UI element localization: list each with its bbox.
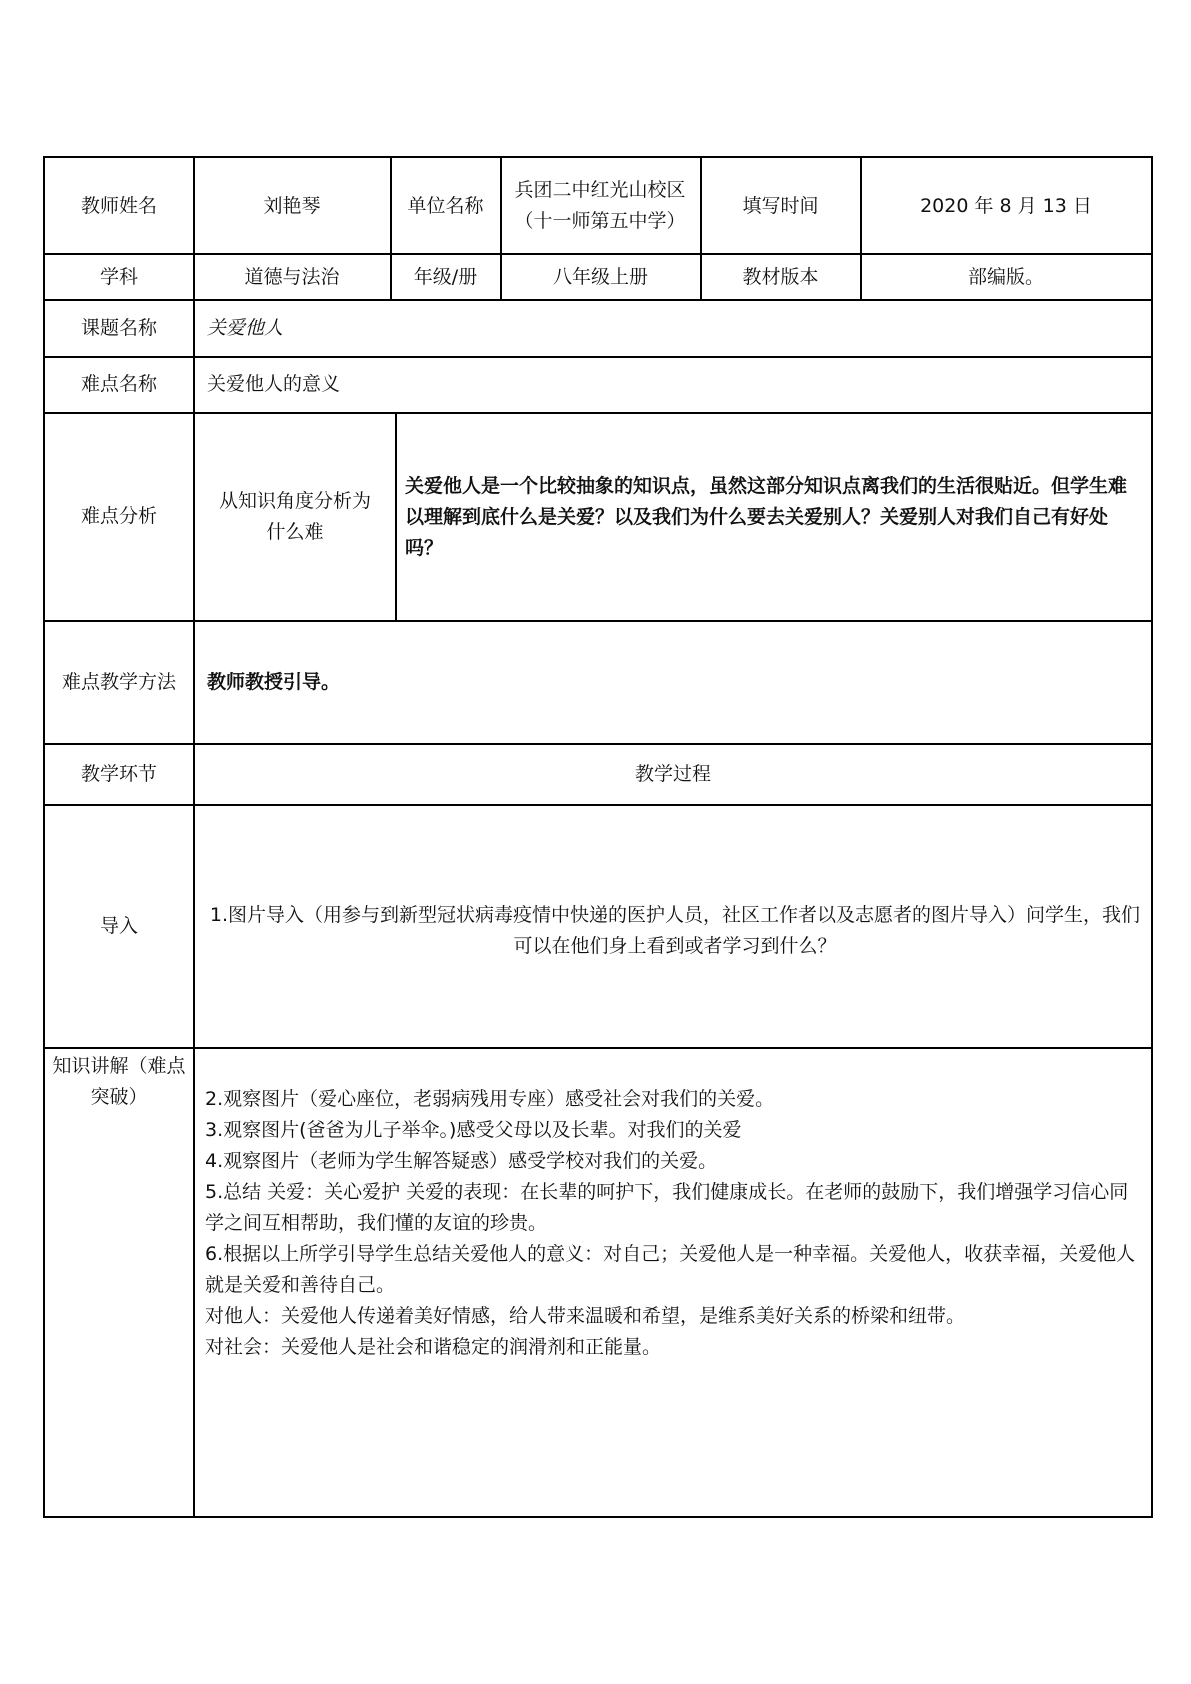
teaching-stage-header: 教学环节 <box>80 762 157 785</box>
fill-time-label: 填写时间 <box>742 194 819 217</box>
knowledge-line: 对他人：关爱他人传递着美好情感，给人带来温暖和希望，是维系美好关系的桥梁和纽带。 <box>205 1305 966 1327</box>
grade-label: 年级/册 <box>413 265 478 288</box>
knowledge-content <box>205 1084 1145 1363</box>
subject-label: 学科 <box>99 265 138 288</box>
row-divider <box>43 804 1153 806</box>
lead-in-text: 1.图片导入（用参与到新型冠状病毒疫情中快递的医护人员，社区工作者以及志愿者的图片导入）问学生，我们可以在他们身上看到或者学习到什么？ <box>209 904 1141 957</box>
difficulty-analysis-label: 难点分析 <box>80 505 157 527</box>
teacher-name-label: 教师姓名 <box>80 194 157 217</box>
unit-name-value: 兵团二中红光山校区（十一师第五中学） <box>514 179 686 232</box>
knowledge-line: 对社会：关爱他人是社会和谐稳定的润滑剂和正能量。 <box>205 1336 662 1358</box>
row-divider <box>43 1047 1153 1049</box>
fill-time-value: 2020 年 8 月 13 日 <box>920 194 1092 217</box>
knowledge-line: 5.总结 关爱：关心爱护 关爱的表现：在长辈的呵护下，我们健康成长。在老师的鼓励下，我们增强学习信心同学之间互相帮助，我们懂的友谊的珍贵。 <box>205 1181 1129 1234</box>
unit-name-label: 单位名称 <box>407 194 484 217</box>
teaching-process-header: 教学过程 <box>634 762 711 785</box>
knowledge-line: 3.观察图片(爸爸为儿子举伞。)感受父母以及长辈。对我们的关爱 <box>205 1119 742 1141</box>
knowledge-line: 6.根据以上所学引导学生总结关爱他人的意义：对自己；关爱他人是一种幸福。关爱他人，收获幸福，关爱他人就是关爱和善待自己。 <box>205 1243 1136 1296</box>
knowledge-label: 知识讲解（难点突破） <box>52 1055 186 1108</box>
subject-value: 道德与法治 <box>244 265 340 288</box>
knowledge-line: 2.观察图片（爱心座位，老弱病残用专座）感受社会对我们的关爱。 <box>205 1088 775 1110</box>
topic-value: 关爱他人 <box>207 316 284 339</box>
teacher-name-value: 刘艳琴 <box>263 194 321 217</box>
edition-value: 部编版。 <box>967 265 1044 288</box>
topic-label: 课题名称 <box>80 316 157 339</box>
difficulty-analysis-sublabel: 从知识角度分析为什么难 <box>218 489 371 543</box>
grade-value: 八年级上册 <box>552 265 648 288</box>
difficulty-name-label: 难点名称 <box>80 373 157 395</box>
teaching-method-label: 难点教学方法 <box>61 670 176 693</box>
knowledge-line: 4.观察图片（老师为学生解答疑惑）感受学校对我们的关爱。 <box>205 1150 718 1172</box>
edition-label: 教材版本 <box>742 265 819 288</box>
column-divider <box>395 412 397 620</box>
difficulty-analysis-text: 关爱他人是一个比较抽象的知识点，虽然这部分知识点离我们的生活很贴近。但学生难以理解到底什么是关爱？以及我们为什么要去关爱别人？关爱别人对我们自己有好处吗？ <box>405 475 1128 559</box>
difficulty-name-value: 关爱他人的意义 <box>207 373 341 395</box>
lead-in-label: 导入 <box>99 914 138 937</box>
teaching-method-value: 教师教授引导。 <box>207 670 341 693</box>
